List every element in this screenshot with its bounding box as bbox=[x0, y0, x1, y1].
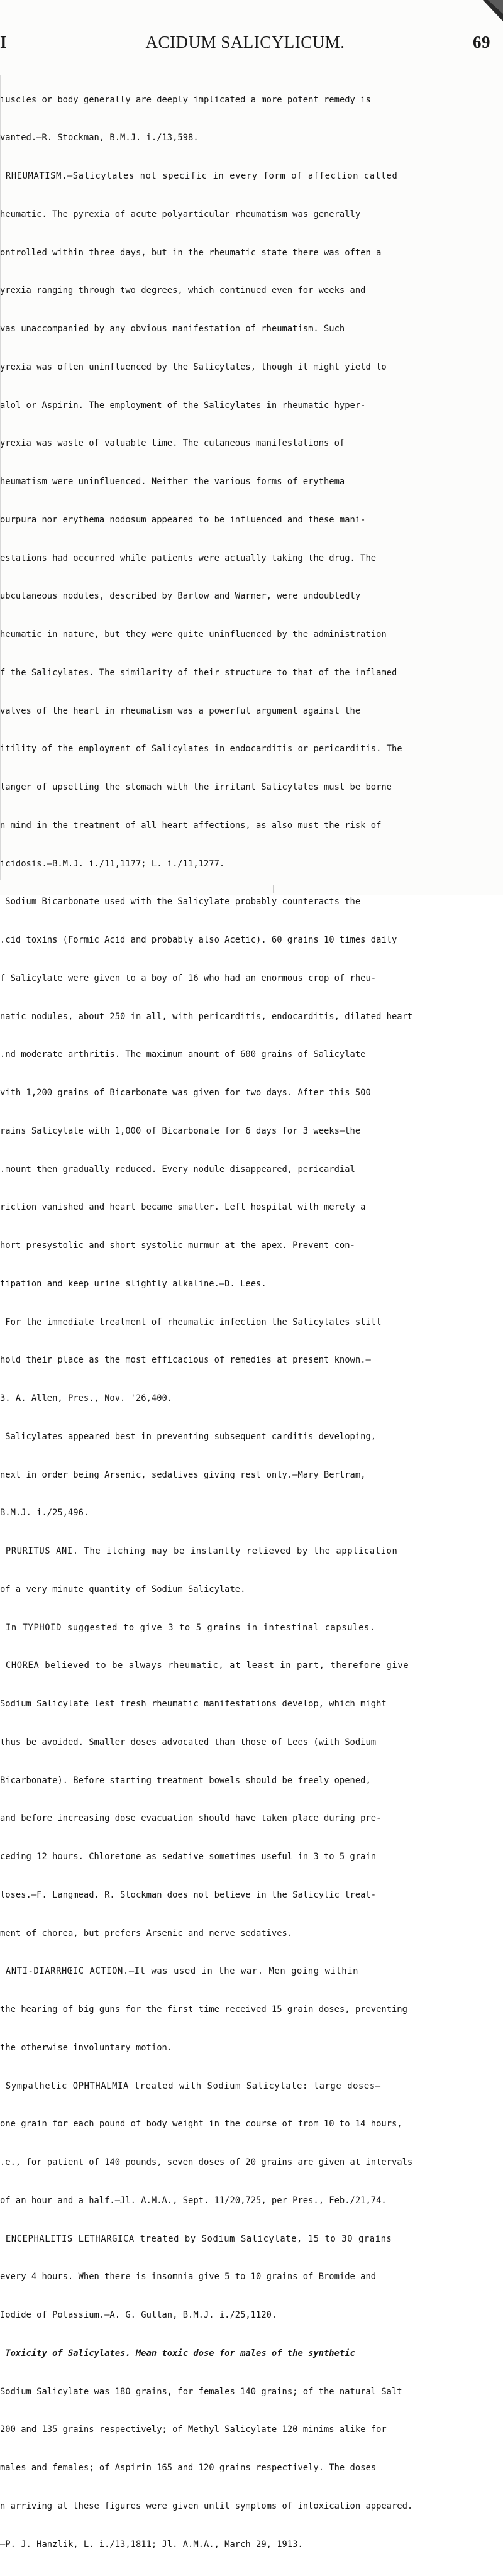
text-line: itility of the employment of Salicylates in endocarditis or pericarditis. The bbox=[0, 744, 402, 755]
text-line: vas unaccompanied by any obvious manifestation of rheumatism. Such bbox=[0, 324, 345, 334]
text-line: natic nodules, about 250 in all, with pericarditis, endocarditis, dilated heart bbox=[0, 1011, 413, 1022]
text-line: yrexia ranging through two degrees, which continued even for weeks and bbox=[0, 285, 366, 296]
text-line: loses.—F. Langmead. R. Stockman does not believe in the Salicylic treat- bbox=[0, 1889, 377, 1900]
text-line: rains Salicylate with 1,000 of Bicarbonate for 6 days for 3 weeks—the bbox=[0, 1125, 361, 1136]
text-line: the otherwise involuntary motion. bbox=[0, 2042, 173, 2053]
text-line: .cid toxins (Formic Acid and probably also Acetic). 60 grains 10 times daily bbox=[0, 935, 397, 945]
text-line: Iodide of Potassium.—A. G. Gullan, B.M.J. i./25,1120. bbox=[0, 2310, 277, 2320]
text-line: heumatic. The pyrexia of acute polyarticular rheumatism was generally bbox=[0, 209, 361, 219]
page-footer-mark bbox=[273, 885, 274, 893]
text-line: PRURITUS ANI. The itching may be instantly relieved by the application bbox=[0, 1546, 398, 1556]
text-line: Sympathetic OPHTHALMIA treated with Sodium Salicylate: large doses— bbox=[0, 2081, 381, 2091]
text-line: the hearing of big guns for the first time received 15 grain doses, preventing bbox=[0, 2004, 407, 2015]
running-head-title: ACIDUM SALICYLICUM. bbox=[145, 33, 345, 52]
text-line: hort presystolic and short systolic murmur at the apex. Prevent con- bbox=[0, 1241, 355, 1251]
text-line: Sodium Bicarbonate used with the Salicylate probably counteracts the bbox=[0, 897, 361, 907]
running-head-left-mark: I bbox=[0, 33, 8, 52]
text-line: vith 1,200 grains of Bicarbonate was given for two days. After this 500 bbox=[0, 1088, 371, 1098]
text-line: ceding 12 hours. Chloretone as sedative sometimes useful in 3 to 5 grain bbox=[0, 1852, 377, 1862]
text-line: ANTI-DIARRHŒIC ACTION.—It was used in the war. Men going within bbox=[0, 1966, 359, 1977]
text-line: riction vanished and heart became smaller. Left hospital with merely a bbox=[0, 1202, 366, 1213]
text-line: langer of upsetting the stomach with the irritant Salicylates must be borne bbox=[0, 782, 392, 792]
text-line: of a very minute quantity of Sodium Salicylate. bbox=[0, 1584, 246, 1595]
text-line: tipation and keep urine slightly alkaline.—D. Lees. bbox=[0, 1278, 267, 1289]
text-line: f the Salicylates. The similarity of their structure to that of the inflamed bbox=[0, 667, 397, 678]
text-line: yrexia was often uninfluenced by the Salicylates, though it might yield to bbox=[0, 362, 387, 372]
text-line: heumatic in nature, but they were quite uninfluenced by the administration bbox=[0, 629, 387, 639]
page-corner-curl bbox=[479, 0, 503, 24]
text-line: heumatism were uninfluenced. Neither the various forms of erythema bbox=[0, 477, 345, 487]
text-line: ment of chorea, but prefers Arsenic and nerve sedatives. bbox=[0, 1928, 293, 1938]
text-line: Sodium Salicylate lest fresh rheumatic manifestations develop, which might bbox=[0, 1699, 387, 1709]
text-line: For the immediate treatment of rheumatic infection the Salicylates still bbox=[0, 1317, 382, 1327]
text-line: ontrolled within three days, but in the rheumatic state there was often a bbox=[0, 247, 382, 258]
text-line: n arriving at these figures were given until symptoms of intoxication appeared. bbox=[0, 2501, 413, 2511]
text-line: hold their place as the most efficacious of remedies at present known.— bbox=[0, 1355, 371, 1366]
text-line: vanted.—R. Stockman, B.M.J. i./13,598. bbox=[0, 133, 199, 143]
text-line: .nd moderate arthritis. The maximum amount of 600 grains of Salicylate bbox=[0, 1049, 366, 1060]
text-line: estations had occurred while patients were actually taking the drug. The bbox=[0, 553, 377, 563]
text-line: CHOREA believed to be always rheumatic, at least in part, therefore give bbox=[0, 1661, 409, 1671]
body-text bbox=[0, 68, 490, 2576]
text-line: In TYPHOID suggested to give 3 to 5 grains in intestinal capsules. bbox=[0, 1622, 375, 1633]
text-line: ourpura nor erythema nodosum appeared to be influenced and these mani- bbox=[0, 514, 366, 525]
page-number: 69 bbox=[473, 33, 490, 52]
text-line: one grain for each pound of body weight in the course of from 10 to 14 hours, bbox=[0, 2119, 402, 2130]
text-line: next in order being Arsenic, sedatives giving rest only.—Mary Bertram, bbox=[0, 1469, 366, 1480]
text-line: 200 and 135 grains respectively; of Methyl Salicylate 120 minims alike for bbox=[0, 2424, 387, 2435]
text-line: Sodium Salicylate was 180 grains, for females 140 grains; of the natural Salt bbox=[0, 2386, 402, 2397]
text-line: .mount then gradually reduced. Every nodule disappeared, pericardial bbox=[0, 1164, 355, 1175]
text-line: thus be avoided. Smaller doses advocated than those of Lees (with Sodium bbox=[0, 1737, 377, 1747]
text-line: valves of the heart in rheumatism was a powerful argument against the bbox=[0, 705, 361, 716]
text-line: and before increasing dose evacuation should have taken place during pre- bbox=[0, 1813, 382, 1824]
text-line: RHEUMATISM.—Salicylates not specific in every form of affection called bbox=[0, 171, 398, 181]
text-line: every 4 hours. When there is insomnia give 5 to 10 grains of Bromide and bbox=[0, 2272, 377, 2282]
text-line: icidosis.—B.M.J. i./11,1177; L. i./11,1277. bbox=[0, 858, 225, 869]
text-line: —P. J. Hanzlik, L. i./13,1811; Jl. A.M.A., March 29, 1913. bbox=[0, 2539, 303, 2550]
text-line: ENCEPHALITIS LETHARGICA treated by Sodium Salicylate, 15 to 30 grains bbox=[0, 2233, 392, 2244]
text-line: f Salicylate were given to a boy of 16 who had an enormous crop of rheu- bbox=[0, 973, 377, 983]
text-line: B.M.J. i./25,496. bbox=[0, 1508, 89, 1518]
text-line: ubcutaneous nodules, described by Barlow and Warner, were undoubtedly bbox=[0, 591, 361, 602]
text-line: yrexia was waste of valuable time. The cutaneous manifestations of bbox=[0, 438, 345, 449]
text-line: of an hour and a half.—Jl. A.M.A., Sept. 11/20,725, per Pres., Feb./21,74. bbox=[0, 2195, 387, 2206]
running-head bbox=[0, 33, 490, 58]
text-line: ıuscles or body generally are deeply implicated a more potent remedy is bbox=[0, 94, 371, 105]
text-line: males and females; of Aspirin 165 and 120 grains respectively. The doses bbox=[0, 2463, 377, 2473]
text-line: Bicarbonate). Before starting treatment bowels should be freely opened, bbox=[0, 1775, 371, 1786]
text-line: .e., for patient of 140 pounds, seven doses of 20 grains are given at intervals bbox=[0, 2157, 413, 2167]
text-line: n mind in the treatment of all heart affections, as also must the risk of bbox=[0, 820, 382, 831]
text-line: 3. A. Allen, Pres., Nov. '26,400. bbox=[0, 1393, 173, 1403]
text-line: Toxicity of Salicylates. Mean toxic dose for males of the synthetic bbox=[0, 2348, 355, 2358]
text-line: Salicylates appeared best in preventing subsequent carditis developing, bbox=[0, 1431, 377, 1442]
text-line: alol or Aspirin. The employment of the Salicylates in rheumatic hyper- bbox=[0, 400, 366, 411]
